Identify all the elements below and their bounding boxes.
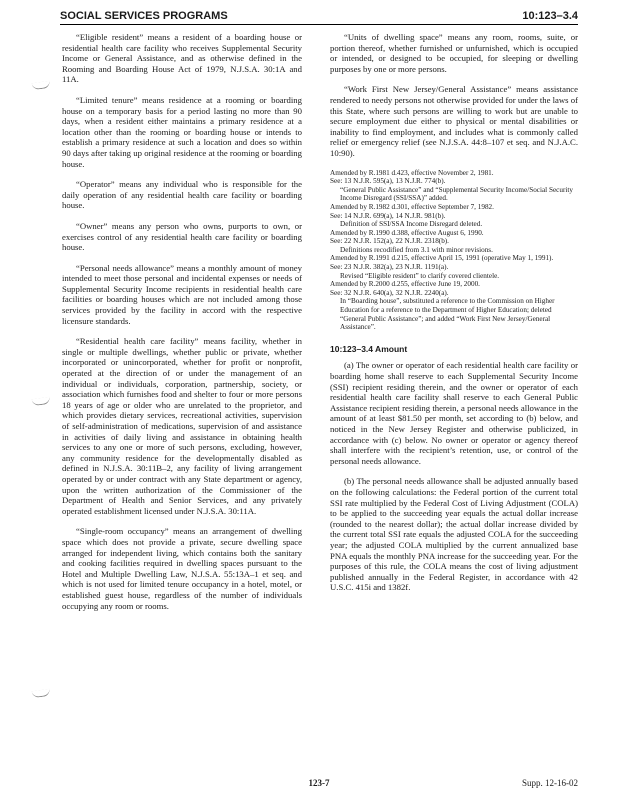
definition-residential-health-care-facility: “Residential health care facility” means facility, whether in single or multiple dwellings, whether public or private, whether incorporated or unincorporated, whether for profit or nonprofit, operated at the direction of or under the management of an individual or individuals, corporation, partnership, society, or association which furnishes food and shelter to four or more persons 18 years of age or older who are unrelated to the proprietor, and which provides dietary services, recreational activities, supervision of self-administration of medications, supervision of and assistance in activities of daily living and assistance in obtaining health services to any one or more of such persons, excluding, however, any community residence for the developmentally disabled as defined in N.J.S.A. 30:11B–2, any facility of living arrangement operated by or under contract with any State department or agency, upon the written authorization of the Commissioner of the Department of Health and Senior Services, and any privately operated establishment licensed under N.J.S.A. 30:11A. bbox=[62, 336, 302, 516]
definition-single-room-occupancy: “Single-room occupancy” means an arrangement of dwelling space which does not provide a private, secure dwelling space arranged for independent living, which contains both the sanitary and cooking facilities required in dwelling spaces pursuant to the Hotel and Multiple Dwelling Law, N.J.S.A. 55:13A–1 et seq. and which is not used for limited tenure occupancy in a hotel, motel, or established guest house, regardless of the number of individuals occupying any room or rooms. bbox=[62, 526, 302, 611]
margin-mark bbox=[32, 397, 51, 406]
definition-work-first-nj: “Work First New Jersey/General Assistance” means assistance rendered to needy persons not otherwise provided for under the laws of this State, where such persons are willing to work but are unable to secure employment due either to physical or mental disabilities or inability to find employment, and includes what is commonly called relief or emergency relief (see N.J.S.A. 44:8–107 et seq. and N.J.A.C. 10:90). bbox=[330, 84, 578, 158]
history-line: Amended by R.1991 d.215, effective April 15, 1991 (operative May 1, 1991). bbox=[330, 254, 554, 263]
history-line: Amended by R.1982 d.301, effective September 7, 1982. bbox=[330, 202, 494, 211]
definition-owner: “Owner” means any person who owns, purports to own, or exercises control of any residential health care facility or boarding house. bbox=[62, 220, 302, 253]
history-line: “General Public Assistance” and “Supplemental Security Income/Social Security Income Disregard (SSI/SSA)” added. bbox=[340, 185, 573, 203]
definition-eligible-resident: “Eligible resident” means a resident of a boarding house or residential health care facility who receives Supplemental Security Income or General Assistance, and as otherwise defined in the Rooming and Boarding House Act of 1979, N.J.S.A. 30:1A and 11A. bbox=[62, 32, 302, 85]
history-line: See: 32 N.J.R. 640(a), 32 N.J.R. 2240(a). bbox=[330, 288, 449, 297]
history-line: See: 23 N.J.R. 382(a), 23 N.J.R. 1191(a). bbox=[330, 263, 449, 272]
history-line: See: 22 N.J.R. 152(a), 22 N.J.R. 2318(b). bbox=[330, 237, 449, 246]
right-column bbox=[330, 32, 578, 603]
definition-limited-tenure: “Limited tenure” means residence at a rooming or boarding house on a temporary basis for a period lasting no more than 90 days, when a resident either maintains a primary residence at a location other than the rooming or boarding house or intends to establish a primary residence at such a location and does so within 90 days after taking up original residence at the rooming or boarding house. bbox=[62, 94, 302, 169]
history-line: Definitions recodified from 3.1 with minor revisions. bbox=[340, 245, 493, 254]
history-line: See: 13 N.J.R. 595(a), 13 N.J.R. 774(b). bbox=[330, 177, 446, 186]
history-line: Amended by R.2000 d.255, effective June 19, 2000. bbox=[330, 280, 480, 289]
definition-personal-needs-allowance: “Personal needs allowance” means a monthly amount of money intended to meet those personal and incidental expenses or needs of Supplemental Security Income recipients in residential health care facilities or boarding houses which are not included among those services provided by the facility in accord with the respective licensure standards. bbox=[62, 262, 302, 326]
history-line: Revised “Eligible resident” to clarify covered clientele. bbox=[340, 271, 500, 280]
left-column bbox=[62, 32, 302, 621]
page-number: 123-7 bbox=[308, 778, 330, 788]
section-paragraph-b: (b) The personal needs allowance shall be adjusted annually based on the following calculations: the Federal portion of the current total SSI rate multiplied by the Federal Cost of Living Adjustment (COLA) to be applied to the succeeding year equals the actual dollar increase (rounded to the nearest dollar); the actual dollar increase divided by the current total SSI rate equals the adjusted COLA for the succeeding year; the adjusted COLA multiplied by the current annualized base PNA equals the monthly PNA increase for the succeeding year. For the purposes of this rule, the COLA means the cost of living adjustment published annually in the Federal Register, in accordance with 42 U.S.C. 415i and 1382f. bbox=[330, 476, 578, 593]
definition-units-of-dwelling-space: “Units of dwelling space” means any room, rooms, suite, or portion thereof, whether furnished or unfurnished, which is occupied or intended, or designed to be occupied, for sleeping or dwelling purposes by one or more persons. bbox=[330, 32, 578, 74]
history-line: Definition of SSI/SSA Income Disregard deleted. bbox=[340, 220, 483, 229]
supplement-date: Supp. 12-16-02 bbox=[522, 778, 578, 788]
margin-mark bbox=[32, 689, 51, 698]
history-line: Amended by R.1990 d.388, effective August 6, 1990. bbox=[330, 228, 484, 237]
margin-mark bbox=[32, 81, 51, 90]
history-line: See: 14 N.J.R. 699(a), 14 N.J.R. 981(b). bbox=[330, 211, 446, 220]
history-line: Amended by R.1981 d.423, effective November 2, 1981. bbox=[330, 168, 494, 177]
section-paragraph-a: (a) The owner or operator of each residential health care facility or boarding home shall reserve to each Supplemental Security Income (SSI) recipient residing therein, and the owner or operator of each residential health care facility shall reserve to each General Public Assistance recipient residing therein, a personal needs allowance in the amount of at least $81.50 per month, set according to (b) below, and noticed in the New Jersey Register and otherwise publicized, in accordance with (c) below. No owner or operator or agency thereof shall interfere with the recipient’s retention, use, or control of the personal needs allowance. bbox=[330, 360, 578, 466]
history-line: In “Boarding house”, substituted a reference to the Commission on Higher Education for a reference to the Department of Higher Education; deleted “General Public Assistance”; and added “Work First New Jersey/General Assistance”. bbox=[340, 297, 555, 332]
header-rule bbox=[60, 24, 578, 25]
header-title: SOCIAL SERVICES PROGRAMS bbox=[60, 10, 228, 22]
section-heading: 10:123–3.4 Amount bbox=[330, 343, 408, 354]
amendment-history bbox=[330, 169, 578, 332]
definition-operator: “Operator” means any individual who is responsible for the daily operation of any residential health care facility or boarding house. bbox=[62, 179, 302, 211]
running-header bbox=[60, 8, 578, 24]
header-section-number: 10:123–3.4 bbox=[522, 10, 578, 22]
